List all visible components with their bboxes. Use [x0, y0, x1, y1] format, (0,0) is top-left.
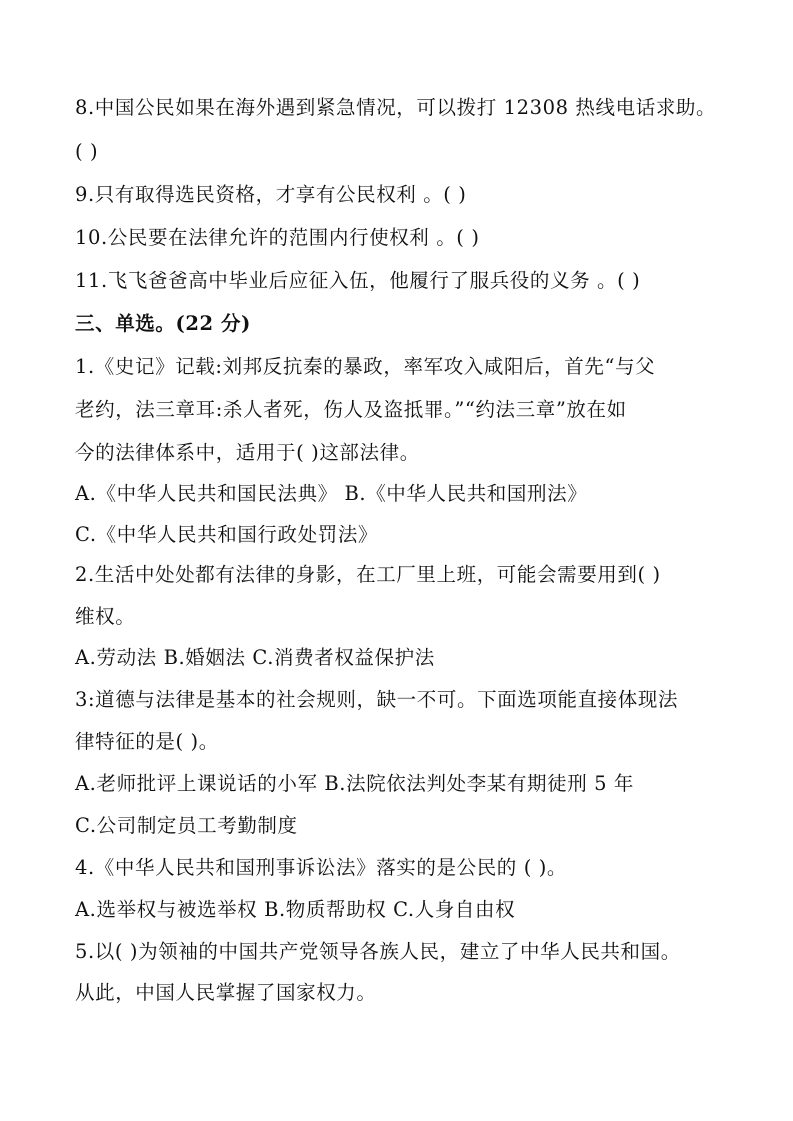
mc-3-line-2: 律特征的是( )。 — [75, 730, 219, 753]
mc-4-options: A.选举权与被选举权 B.物质帮助权 C.人身自由权 — [75, 898, 516, 921]
mc-5-line-1: 5.以( )为领袖的中国共产党领导各族人民，建立了中华人民共和国。 — [75, 940, 681, 963]
mc-1-option-c: C.《中华人民共和国行政处罚法》 — [75, 523, 379, 546]
question-11: 11.飞飞爸爸高中毕业后应征入伍，他履行了服兵役的义务 。( ) — [75, 269, 641, 292]
mc-1-line-2: 老约，法三章耳:杀人者死，伤人及盗抵罪。”“约法三章”放在如 — [75, 398, 627, 421]
mc-1-line-3: 今的法律体系中，适用于( )这部法律。 — [75, 441, 420, 464]
mc-1-options-ab: A.《中华人民共和国民法典》 B.《中华人民共和国刑法》 — [75, 482, 588, 505]
mc-3-options-ab: A.老师批评上课说话的小军 B.法院依法判处李某有期徒刑 5 年 — [75, 772, 635, 795]
question-10: 10.公民要在法律允许的范围内行使权利 。( ) — [75, 226, 480, 249]
mc-2-line-2: 维权。 — [75, 605, 136, 628]
mc-4-question: 4.《中华人民共和国刑事诉讼法》落实的是公民的 ( )。 — [75, 856, 568, 879]
mc-5-line-2: 从此，中国人民掌握了国家权力。 — [75, 981, 377, 1004]
mc-2-options: A.劳动法 B.婚姻法 C.消费者权益保护法 — [75, 646, 435, 669]
question-8-line-2: ( ) — [75, 140, 99, 163]
question-9: 9.只有取得选民资格，才享有公民权利 。( ) — [75, 183, 467, 206]
mc-3-option-c: C.公司制定员工考勤制度 — [75, 814, 298, 837]
mc-2-line-1: 2.生活中处处都有法律的身影，在工厂里上班，可能会需要用到( ) — [75, 563, 661, 586]
mc-1-line-1: 1.《史记》记载:刘邦反抗秦的暴政，率军攻入咸阳后，首先“与父 — [75, 355, 656, 378]
mc-3-line-1: 3:道德与法律是基本的社会规则，缺一不可。下面选项能直接体现法 — [75, 688, 679, 711]
section-3-heading: 三、单选。(22 分) — [75, 312, 251, 335]
question-8-line-1: 8.中国公民如果在海外遇到紧急情况，可以拨打 12308 热线电话求助。 — [75, 96, 717, 119]
